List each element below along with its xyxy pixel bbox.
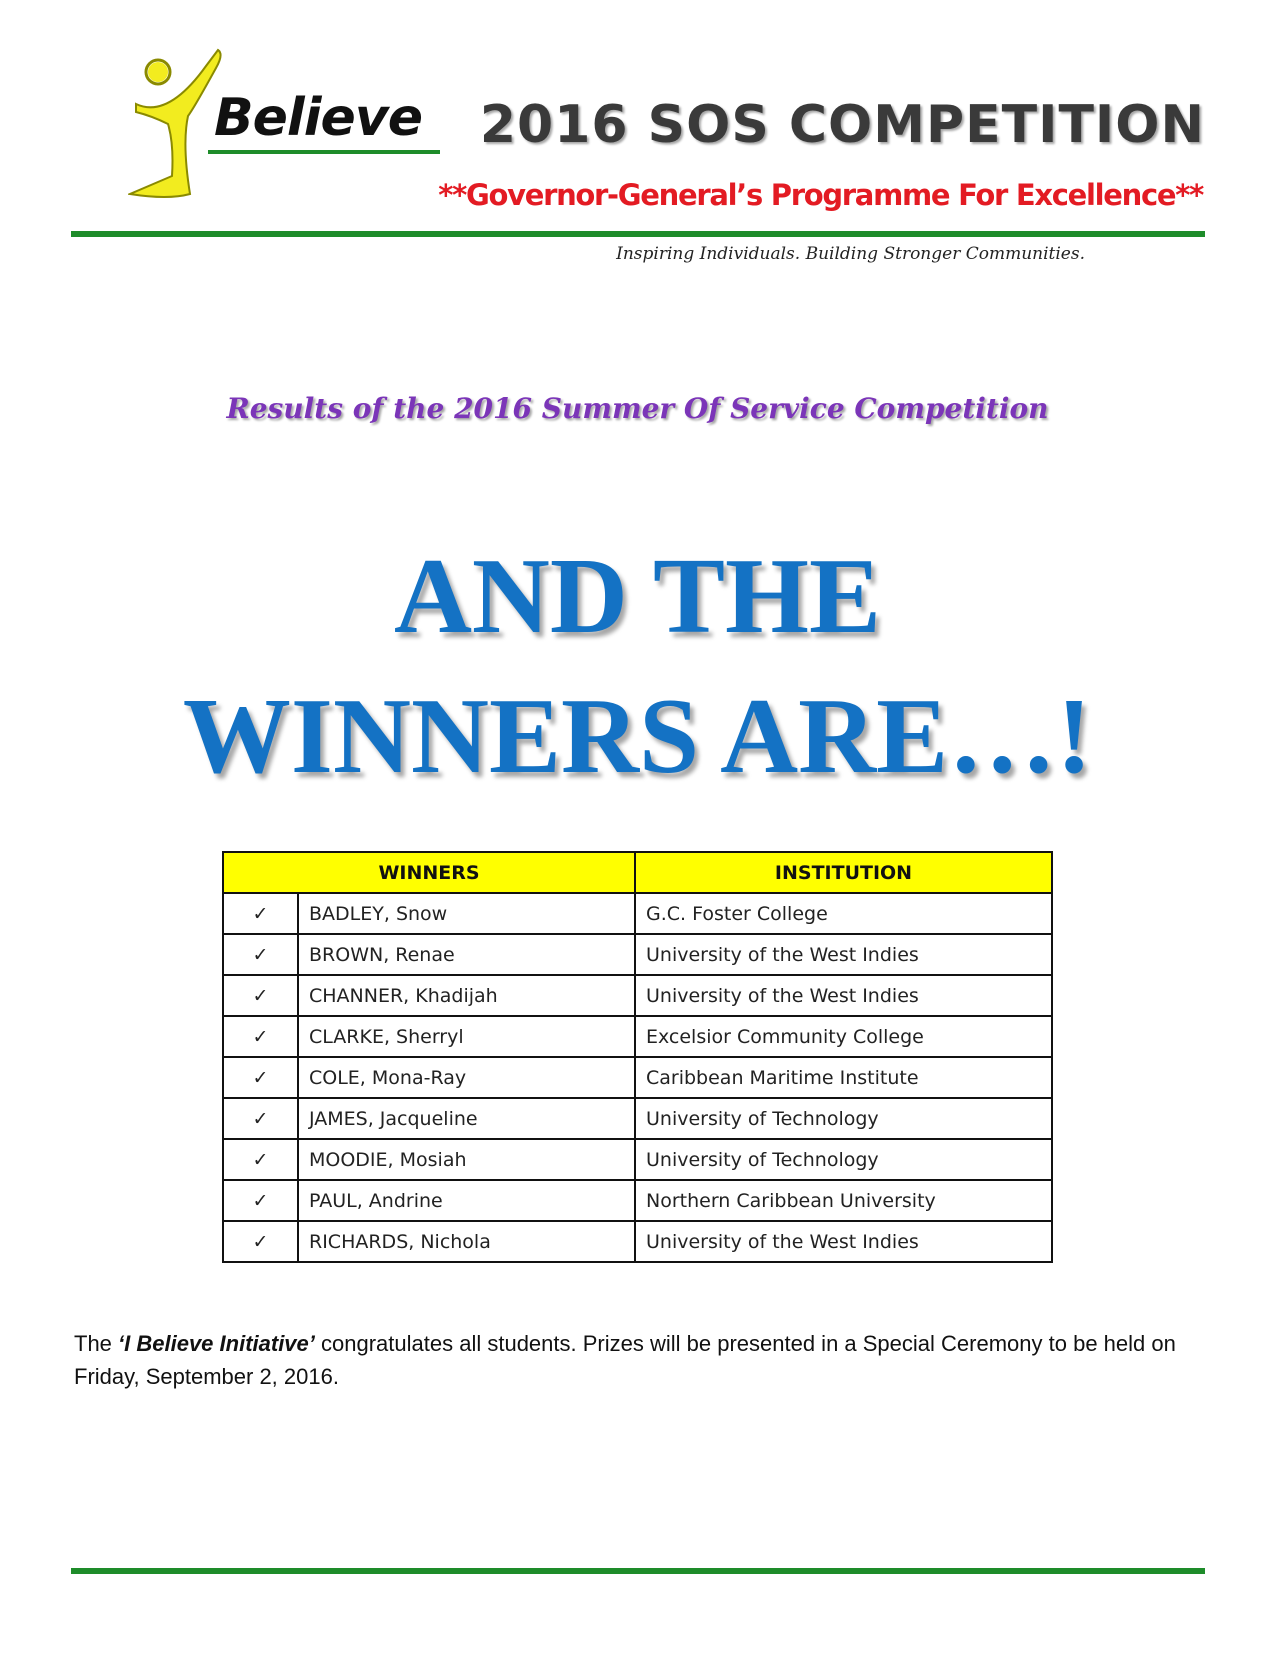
institution-column-header: INSTITUTION	[635, 852, 1052, 893]
winner-name: BROWN, Renae	[298, 934, 635, 975]
table-row	[223, 1221, 1052, 1262]
winner-institution: University of Technology	[635, 1139, 1052, 1180]
winner-name: PAUL, Andrine	[298, 1180, 635, 1221]
table-row	[223, 1057, 1052, 1098]
check-icon: ✓	[223, 1180, 298, 1221]
winner-name: BADLEY, Snow	[298, 893, 635, 934]
winners-table	[222, 851, 1053, 1263]
table-row	[223, 1180, 1052, 1221]
programme-subtitle: **Governor-General’s Programme For Excellence**	[438, 178, 1203, 212]
table-row	[223, 1016, 1052, 1057]
winner-institution: G.C. Foster College	[635, 893, 1052, 934]
winners-column-header: WINNERS	[223, 852, 635, 893]
winner-name: CHANNER, Khadijah	[298, 975, 635, 1016]
check-icon: ✓	[223, 934, 298, 975]
winner-institution: University of the West Indies	[635, 975, 1052, 1016]
competition-title: 2016 SOS COMPETITION	[479, 95, 1205, 155]
winner-name: JAMES, Jacqueline	[298, 1098, 635, 1139]
closing-paragraph	[74, 1327, 1214, 1393]
check-icon: ✓	[223, 1221, 298, 1262]
check-icon: ✓	[223, 893, 298, 934]
results-heading: Results of the 2016 Summer Of Service Competition	[226, 392, 1049, 425]
winner-institution: Excelsior Community College	[635, 1016, 1052, 1057]
announcement-line-2: WINNERS ARE…!	[182, 677, 1093, 796]
winner-institution: Northern Caribbean University	[635, 1180, 1052, 1221]
closing-text: congratulates all students. Prizes will be presented in a Special Ceremony to be held on Friday, September 2, 2016.	[74, 1331, 1176, 1389]
winner-name: COLE, Mona-Ray	[298, 1057, 635, 1098]
initiative-name: ‘I Believe Initiative’	[118, 1331, 315, 1356]
table-row	[223, 893, 1052, 934]
winner-name: CLARKE, Sherryl	[298, 1016, 635, 1057]
i-believe-logo	[128, 44, 438, 204]
winner-institution: Caribbean Maritime Institute	[635, 1057, 1052, 1098]
table-row	[223, 934, 1052, 975]
table-header-row	[223, 852, 1052, 893]
check-icon: ✓	[223, 1098, 298, 1139]
winner-institution: University of Technology	[635, 1098, 1052, 1139]
logo-underline	[208, 150, 440, 154]
winner-name: MOODIE, Mosiah	[298, 1139, 635, 1180]
winner-institution: University of the West Indies	[635, 934, 1052, 975]
check-icon: ✓	[223, 1016, 298, 1057]
check-icon: ✓	[223, 1139, 298, 1180]
announcement-line-1: AND THE	[393, 537, 882, 656]
logo-wordmark: Believe	[214, 88, 422, 148]
bottom-divider	[71, 1568, 1205, 1574]
winner-name: RICHARDS, Nichola	[298, 1221, 635, 1262]
closing-prefix: The	[74, 1331, 119, 1356]
table-row	[223, 975, 1052, 1016]
tagline: Inspiring Individuals. Building Stronger Communities.	[616, 244, 1085, 264]
check-icon: ✓	[223, 1057, 298, 1098]
table-row	[223, 1098, 1052, 1139]
check-icon: ✓	[223, 975, 298, 1016]
winner-institution: University of the West Indies	[635, 1221, 1052, 1262]
table-row	[223, 1139, 1052, 1180]
top-divider	[71, 231, 1205, 237]
